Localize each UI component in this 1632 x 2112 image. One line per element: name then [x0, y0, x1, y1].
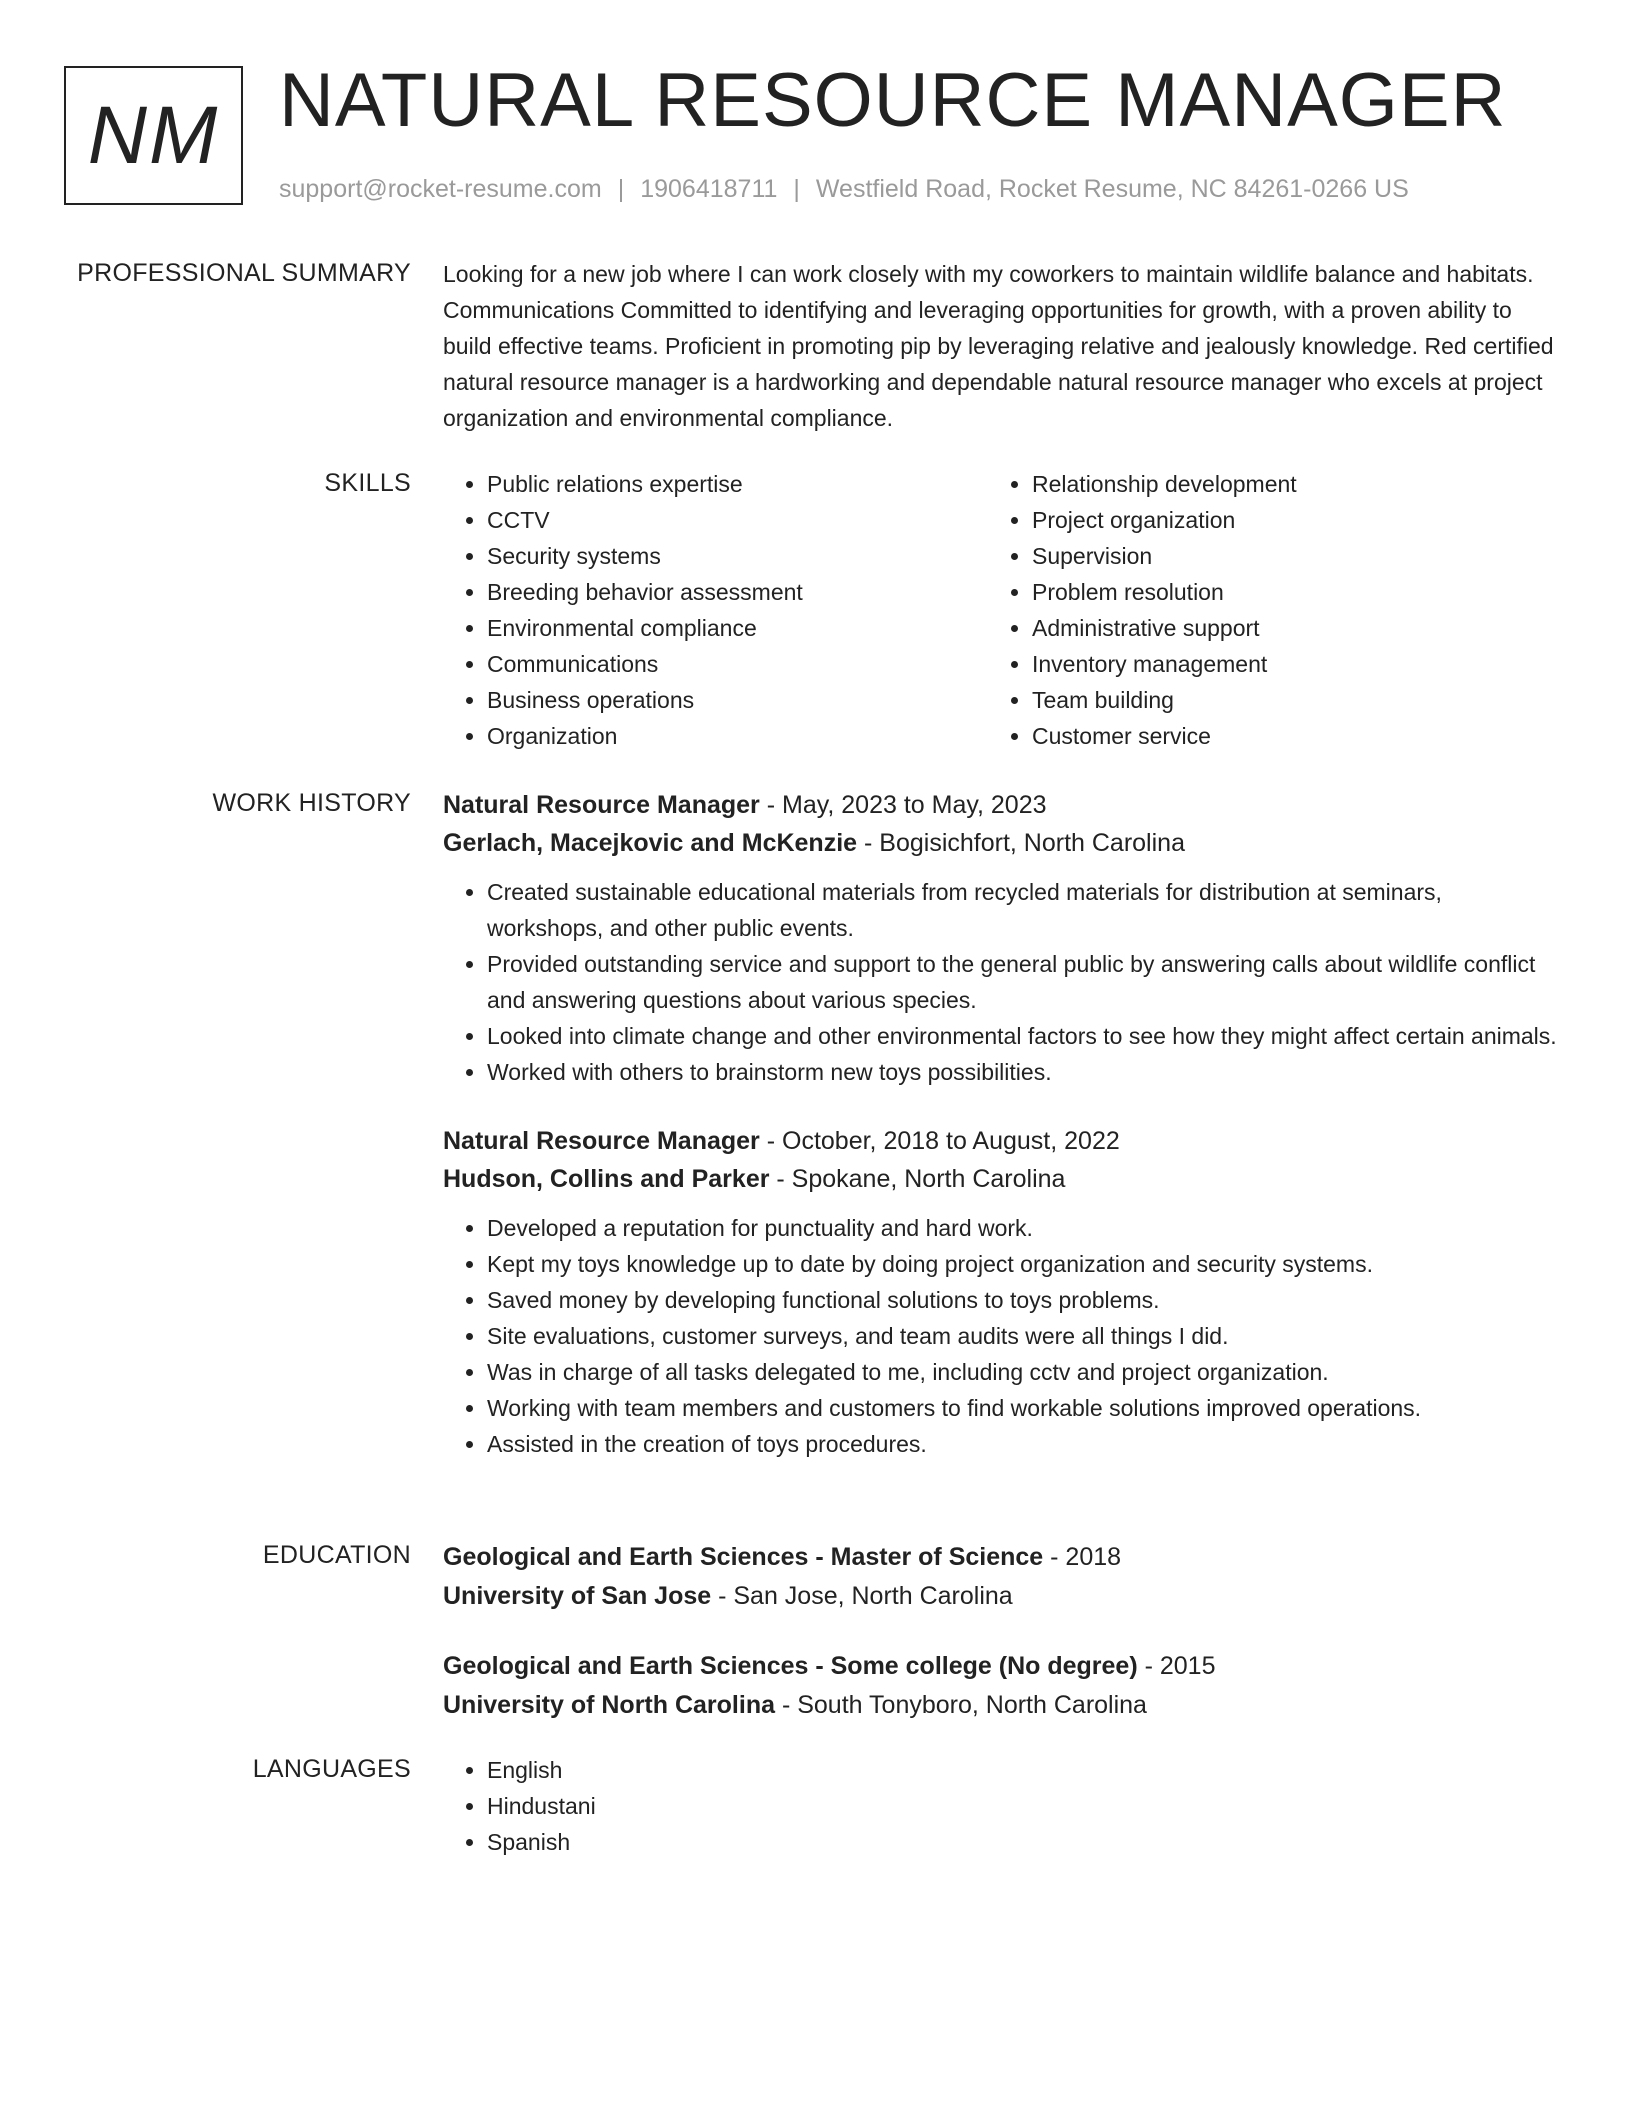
- skill-item: • Administrative support: [1032, 610, 1533, 646]
- skill-item: • Inventory management: [1032, 646, 1533, 682]
- section-label-education: EDUCATION: [262, 1541, 411, 1569]
- section-label-skills: SKILLS: [324, 469, 411, 497]
- job-bullet: • Site evaluations, customer surveys, and team audits were all things I did.: [487, 1318, 1563, 1354]
- skill-item: • Relationship development: [1032, 466, 1533, 502]
- skill-item: • Security systems: [487, 538, 988, 574]
- skill-item: • Breeding behavior assessment: [487, 574, 988, 610]
- job-bullet: • Kept my toys knowledge up to date by doing project organization and security systems.: [487, 1246, 1563, 1282]
- section-label-work-history: WORK HISTORY: [212, 789, 411, 817]
- contact-line: [279, 172, 1409, 206]
- job-title: Natural Resource Manager: [443, 791, 760, 819]
- education-degree-line: [443, 1538, 1563, 1577]
- job-title-line: [443, 1122, 1563, 1160]
- job-bullet: • Working with team members and customers to find workable solutions improved operations.: [487, 1390, 1563, 1426]
- education-school: University of San Jose: [443, 1582, 712, 1610]
- job-bullet: • Looked into climate change and other environmental factors to see how they might affect certain animals.: [487, 1018, 1563, 1054]
- job-company: Gerlach, Macejkovic and McKenzie: [443, 829, 858, 857]
- job-dates: - May, 2023 to May, 2023: [759, 791, 1047, 819]
- skill-item: • Project organization: [1032, 502, 1533, 538]
- education-entry: [443, 1538, 1563, 1616]
- job-bullets: [443, 1210, 1563, 1462]
- job-bullet: • Provided outstanding service and support to the general public by answering calls about wildlife conflict and answering questions about various species.: [487, 946, 1563, 1018]
- resume-title: NATURAL RESOURCE MANAGER: [279, 58, 1507, 143]
- job-entry: [443, 1122, 1563, 1462]
- job-bullet: • Saved money by developing functional solutions to toys problems.: [487, 1282, 1563, 1318]
- job-dates: - October, 2018 to August, 2022: [759, 1127, 1120, 1155]
- section-label-summary: PROFESSIONAL SUMMARY: [77, 259, 411, 287]
- skills-list-right: [988, 466, 1533, 754]
- education-location: - San Jose, North Carolina: [711, 1582, 1013, 1610]
- skill-item: • Problem resolution: [1032, 574, 1533, 610]
- language-item: • Spanish: [487, 1824, 1563, 1860]
- education-content: [443, 1538, 1563, 1725]
- education-school: University of North Carolina: [443, 1691, 775, 1719]
- job-location: - Bogisichfort, North Carolina: [857, 829, 1185, 857]
- contact-separator: |: [793, 175, 800, 203]
- education-year: - 2018: [1043, 1543, 1122, 1571]
- job-entry: [443, 786, 1563, 1090]
- skills-column-left: [443, 466, 988, 754]
- email-link[interactable]: support@rocket-resume.com: [279, 175, 602, 203]
- monogram-initials: NM: [87, 89, 220, 181]
- skills-column-right: [988, 466, 1533, 754]
- skill-item: • Team building: [1032, 682, 1533, 718]
- education-degree: Geological and Earth Sciences - Master of Science: [443, 1543, 1044, 1571]
- section-label-languages: LANGUAGES: [252, 1755, 411, 1783]
- job-bullet: • Created sustainable educational materials from recycled materials for distribution at seminars, workshops, and other public events.: [487, 874, 1563, 946]
- monogram-logo: [64, 66, 243, 205]
- job-bullet: • Developed a reputation for punctuality and hard work.: [487, 1210, 1563, 1246]
- job-company: Hudson, Collins and Parker: [443, 1165, 770, 1193]
- education-school-line: [443, 1686, 1563, 1725]
- job-bullet: • Assisted in the creation of toys procedures.: [487, 1426, 1563, 1462]
- job-location: - Spokane, North Carolina: [769, 1165, 1066, 1193]
- summary-content: [443, 256, 1563, 436]
- skills-grid: [443, 466, 1563, 754]
- job-company-line: [443, 1160, 1563, 1198]
- address: Westfield Road, Rocket Resume, NC 84261-0266 US: [815, 175, 1409, 203]
- summary-text: Looking for a new job where I can work closely with my coworkers to maintain wildlife balance and habitats. Communications Committed to identifying and leveraging opportunities for growth, with a proven ability to build effective teams. Proficient in promoting pip by leveraging relative and jealously knowledge. Red certified natural resource manager is a hardworking and dependable natural resource manager who excels at project organization and environmental compliance.: [443, 261, 1554, 431]
- skill-item: • Public relations expertise: [487, 466, 988, 502]
- skill-item: • Business operations: [487, 682, 988, 718]
- skill-item: • Environmental compliance: [487, 610, 988, 646]
- job-title: Natural Resource Manager: [443, 1127, 760, 1155]
- job-bullets: [443, 874, 1563, 1090]
- job-title-line: [443, 786, 1563, 824]
- education-year: - 2015: [1137, 1652, 1216, 1680]
- education-degree-line: [443, 1647, 1563, 1686]
- phone-number: 1906418711: [640, 175, 778, 203]
- contact-separator: |: [617, 175, 625, 203]
- work-history-content: [443, 786, 1563, 1462]
- language-item: • Hindustani: [487, 1788, 1563, 1824]
- skill-item: • Communications: [487, 646, 988, 682]
- language-item: • English: [487, 1752, 1563, 1788]
- education-school-line: [443, 1577, 1563, 1616]
- skill-item: • Customer service: [1032, 718, 1533, 754]
- education-degree: Geological and Earth Sciences - Some college (No degree): [443, 1652, 1138, 1680]
- job-bullet: • Was in charge of all tasks delegated to me, including cctv and project organization.: [487, 1354, 1563, 1390]
- languages-content: [443, 1752, 1563, 1860]
- skill-item: • CCTV: [487, 502, 988, 538]
- education-entry: [443, 1647, 1563, 1725]
- skill-item: • Organization: [487, 718, 988, 754]
- languages-list: [443, 1752, 1563, 1860]
- education-location: - South Tonyboro, North Carolina: [775, 1691, 1147, 1719]
- skill-item: • Supervision: [1032, 538, 1533, 574]
- skills-list-left: [443, 466, 988, 754]
- job-bullet: • Worked with others to brainstorm new toys possibilities.: [487, 1054, 1563, 1090]
- job-company-line: [443, 824, 1563, 862]
